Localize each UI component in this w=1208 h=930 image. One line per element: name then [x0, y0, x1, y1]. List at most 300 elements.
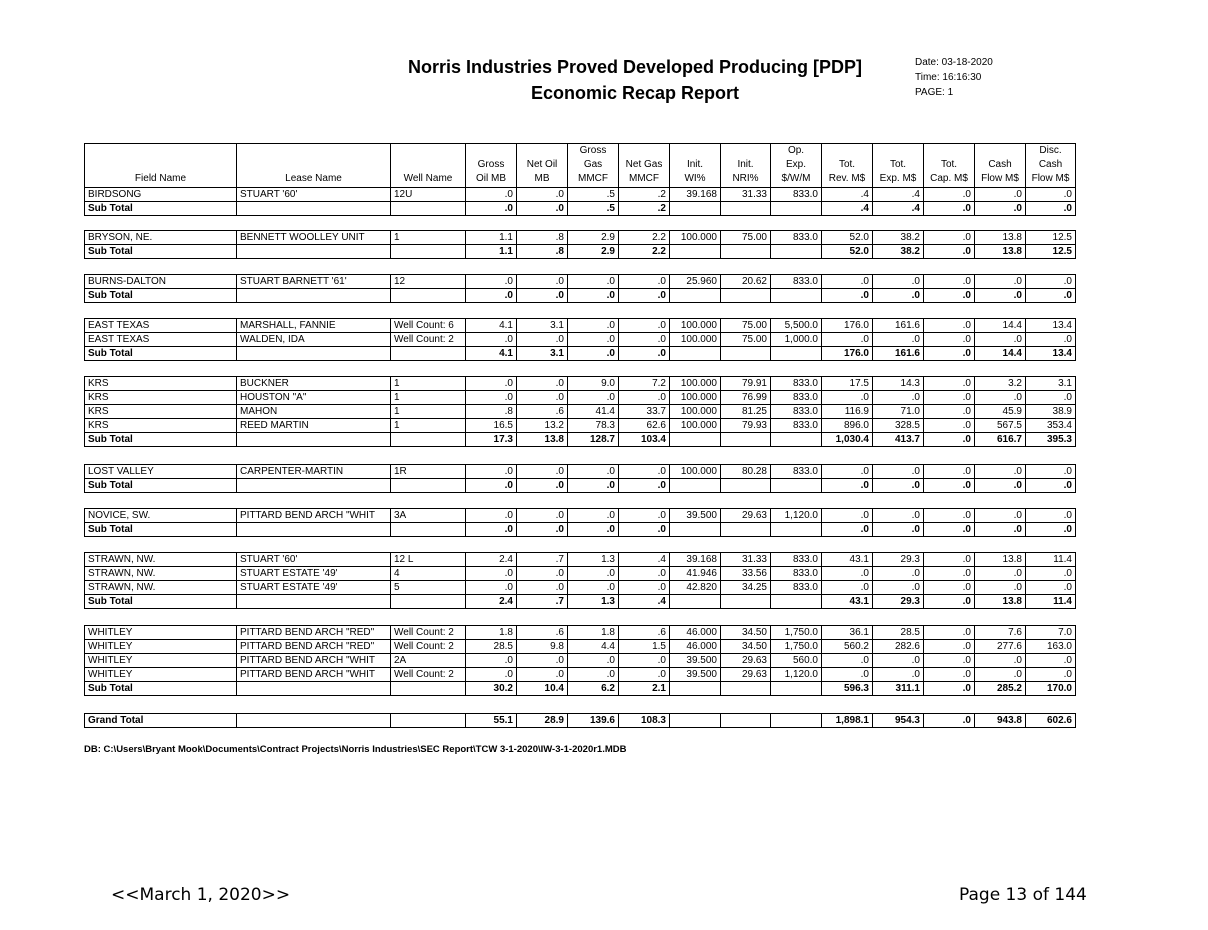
cell: .0	[517, 567, 568, 581]
cell: 3.1	[517, 319, 568, 333]
cell: .0	[822, 523, 873, 537]
cell	[391, 245, 466, 259]
cell: 1.8	[466, 626, 517, 640]
cell: .0	[1026, 509, 1076, 523]
cell: 1.5	[619, 640, 670, 654]
cell: BIRDSONG	[85, 188, 237, 202]
cell: 29.3	[873, 553, 924, 567]
cell: 36.1	[822, 626, 873, 640]
cell	[237, 433, 391, 447]
cell: .0	[568, 581, 619, 595]
cell: 10.4	[517, 682, 568, 696]
cell: 80.28	[721, 465, 771, 479]
cell: BUCKNER	[237, 377, 391, 391]
cell	[237, 714, 391, 728]
cell: 1.1	[466, 245, 517, 259]
cell: STRAWN, NW.	[85, 567, 237, 581]
cell: .2	[619, 188, 670, 202]
cell: 12U	[391, 188, 466, 202]
cell: 100.000	[670, 231, 721, 245]
cell: .0	[1026, 391, 1076, 405]
grand-total-table	[84, 713, 1076, 728]
cell: .0	[619, 654, 670, 668]
cell: 75.00	[721, 333, 771, 347]
cell: .0	[924, 714, 975, 728]
cell: 38.9	[1026, 405, 1076, 419]
cell	[237, 595, 391, 609]
cell: 128.7	[568, 433, 619, 447]
cell: .0	[924, 333, 975, 347]
cell: 71.0	[873, 405, 924, 419]
cell: 12	[391, 275, 466, 289]
cell: .0	[873, 581, 924, 595]
cell: Sub Total	[85, 289, 237, 303]
cell: 560.2	[822, 640, 873, 654]
cell: Sub Total	[85, 245, 237, 259]
cell	[237, 245, 391, 259]
cell: .0	[1026, 523, 1076, 537]
cell: .0	[568, 567, 619, 581]
cell: .0	[517, 523, 568, 537]
cell: 100.000	[670, 405, 721, 419]
cell: WHITLEY	[85, 654, 237, 668]
cell: 13.4	[1026, 319, 1076, 333]
cell	[391, 347, 466, 361]
cell: 13.2	[517, 419, 568, 433]
footer-page-number: Page 13 of 144	[959, 885, 1087, 905]
cell: 1	[391, 405, 466, 419]
report-meta	[915, 55, 993, 100]
cell: 11.4	[1026, 553, 1076, 567]
cell: 79.91	[721, 377, 771, 391]
cell: .0	[822, 289, 873, 303]
cell: KRS	[85, 419, 237, 433]
cell: .0	[1026, 333, 1076, 347]
cell: .0	[619, 668, 670, 682]
cell	[391, 523, 466, 537]
cell: .0	[1026, 581, 1076, 595]
cell: EAST TEXAS	[85, 333, 237, 347]
column-header: Field Name	[85, 144, 237, 188]
cell: .0	[924, 595, 975, 609]
cell: 52.0	[822, 231, 873, 245]
cell: .0	[568, 465, 619, 479]
cell: .0	[517, 509, 568, 523]
cell: 52.0	[822, 245, 873, 259]
cell: .4	[619, 595, 670, 609]
cell: 33.56	[721, 567, 771, 581]
subtotal-row	[85, 289, 1076, 303]
cell: .0	[873, 479, 924, 493]
cell: .0	[975, 188, 1026, 202]
cell: 1,120.0	[771, 668, 822, 682]
cell: .0	[924, 682, 975, 696]
cell: .0	[924, 188, 975, 202]
cell: .5	[568, 202, 619, 216]
cell: WALDEN, IDA	[237, 333, 391, 347]
cell: .0	[873, 333, 924, 347]
report-time: Time: 16:16:30	[915, 72, 982, 83]
cell: 39.168	[670, 188, 721, 202]
column-header: Gross Oil MB	[466, 144, 517, 188]
cell: 100.000	[670, 419, 721, 433]
cell: .0	[466, 465, 517, 479]
cell: .0	[466, 391, 517, 405]
cell: 1.1	[466, 231, 517, 245]
cell: 2.4	[466, 595, 517, 609]
cell: 11.4	[1026, 595, 1076, 609]
cell: 31.33	[721, 553, 771, 567]
cell: .0	[619, 333, 670, 347]
cell: 4.1	[466, 319, 517, 333]
cell: .0	[568, 479, 619, 493]
cell: 75.00	[721, 319, 771, 333]
cell: .0	[517, 668, 568, 682]
cell: .0	[924, 231, 975, 245]
subtotal-row	[85, 595, 1076, 609]
subtotal-row	[85, 479, 1076, 493]
cell	[391, 289, 466, 303]
cell: 5	[391, 581, 466, 595]
cell: 413.7	[873, 433, 924, 447]
cell: .0	[1026, 668, 1076, 682]
cell	[391, 714, 466, 728]
table-row	[85, 391, 1076, 405]
cell: 7.6	[975, 626, 1026, 640]
table-row	[85, 668, 1076, 682]
table-row	[85, 626, 1076, 640]
field-group-table	[84, 625, 1076, 696]
cell: 1,030.4	[822, 433, 873, 447]
cell: .0	[466, 479, 517, 493]
cell: 43.1	[822, 553, 873, 567]
cell: 12.5	[1026, 231, 1076, 245]
field-group-table	[84, 274, 1076, 303]
cell: .0	[822, 581, 873, 595]
cell: 328.5	[873, 419, 924, 433]
column-header: Tot. Cap. M$	[924, 144, 975, 188]
cell: 43.1	[822, 595, 873, 609]
cell: .0	[466, 654, 517, 668]
cell: .0	[619, 479, 670, 493]
db-path: DB: C:\Users\Bryant Mook\Documents\Contract Projects\Norris Industries\SEC Report\TCW 3-1-2020\IW-3-1-2020r1.MDB	[84, 744, 627, 755]
subtotal-row	[85, 245, 1076, 259]
cell	[771, 595, 822, 609]
cell: Sub Total	[85, 202, 237, 216]
cell: 42.820	[670, 581, 721, 595]
cell: 1.8	[568, 626, 619, 640]
report-subtitle: Economic Recap Report	[530, 83, 740, 103]
cell: 62.6	[619, 419, 670, 433]
cell: .0	[924, 245, 975, 259]
cell: .0	[924, 202, 975, 216]
cell: .0	[466, 333, 517, 347]
cell	[721, 433, 771, 447]
cell: .0	[619, 523, 670, 537]
cell: .0	[466, 188, 517, 202]
cell: 161.6	[873, 319, 924, 333]
table-row	[85, 405, 1076, 419]
report-title: Norris Industries Proved Developed Producing [PDP]	[407, 57, 863, 77]
cell: .0	[924, 377, 975, 391]
cell: WHITLEY	[85, 640, 237, 654]
cell: .0	[975, 202, 1026, 216]
cell: 34.50	[721, 640, 771, 654]
cell: 277.6	[975, 640, 1026, 654]
cell: 76.99	[721, 391, 771, 405]
cell: 31.33	[721, 188, 771, 202]
cell: .6	[517, 626, 568, 640]
column-header: Net Gas MMCF	[619, 144, 670, 188]
table-row	[85, 465, 1076, 479]
cell: .0	[568, 333, 619, 347]
cell: Well Count: 2	[391, 333, 466, 347]
cell: .2	[619, 202, 670, 216]
cell: 2.2	[619, 231, 670, 245]
cell: WHITLEY	[85, 626, 237, 640]
cell	[670, 523, 721, 537]
cell: 39.500	[670, 509, 721, 523]
cell: NOVICE, SW.	[85, 509, 237, 523]
cell: .0	[975, 668, 1026, 682]
cell: 616.7	[975, 433, 1026, 447]
cell: .8	[466, 405, 517, 419]
cell: Sub Total	[85, 347, 237, 361]
cell: .0	[873, 509, 924, 523]
cell: 28.9	[517, 714, 568, 728]
cell: 100.000	[670, 333, 721, 347]
cell	[771, 245, 822, 259]
cell: 29.63	[721, 668, 771, 682]
cell	[237, 202, 391, 216]
cell: .4	[873, 202, 924, 216]
cell	[721, 714, 771, 728]
table-row	[85, 581, 1076, 595]
cell: 282.6	[873, 640, 924, 654]
cell: 108.3	[619, 714, 670, 728]
cell: LOST VALLEY	[85, 465, 237, 479]
column-header: Lease Name	[237, 144, 391, 188]
cell: 1R	[391, 465, 466, 479]
cell: 41.946	[670, 567, 721, 581]
cell: 39.500	[670, 668, 721, 682]
cell: 3.1	[1026, 377, 1076, 391]
field-group-table	[84, 508, 1076, 537]
cell: 833.0	[771, 275, 822, 289]
cell: 2.9	[568, 245, 619, 259]
cell: 3A	[391, 509, 466, 523]
cell: MAHON	[237, 405, 391, 419]
cell: .0	[619, 275, 670, 289]
cell: PITTARD BEND ARCH "RED"	[237, 626, 391, 640]
cell: .0	[466, 523, 517, 537]
report-date: Date: 03-18-2020	[915, 57, 993, 68]
cell: .0	[924, 405, 975, 419]
cell: .8	[517, 245, 568, 259]
cell: PITTARD BEND ARCH "WHIT	[237, 654, 391, 668]
cell: BENNETT WOOLLEY UNIT	[237, 231, 391, 245]
field-group-table	[84, 464, 1076, 493]
cell	[391, 595, 466, 609]
cell: .0	[924, 553, 975, 567]
cell: 13.8	[975, 553, 1026, 567]
cell: 3.1	[517, 347, 568, 361]
cell: .0	[568, 523, 619, 537]
cell	[670, 289, 721, 303]
cell: .0	[1026, 188, 1076, 202]
cell: 596.3	[822, 682, 873, 696]
cell: .0	[568, 668, 619, 682]
cell	[771, 523, 822, 537]
cell: 833.0	[771, 405, 822, 419]
cell: 20.62	[721, 275, 771, 289]
cell: 1,120.0	[771, 509, 822, 523]
cell: Sub Total	[85, 682, 237, 696]
cell: Sub Total	[85, 433, 237, 447]
table-row	[85, 231, 1076, 245]
cell: .0	[975, 567, 1026, 581]
cell: 39.168	[670, 553, 721, 567]
cell: .0	[924, 523, 975, 537]
cell: STUART '60'	[237, 553, 391, 567]
cell: Well Count: 6	[391, 319, 466, 333]
column-header: Cash Flow M$	[975, 144, 1026, 188]
cell: 13.4	[1026, 347, 1076, 361]
cell: Well Count: 2	[391, 668, 466, 682]
cell: .0	[619, 465, 670, 479]
cell: .0	[466, 377, 517, 391]
cell	[771, 682, 822, 696]
cell: .0	[619, 567, 670, 581]
cell: 12 L	[391, 553, 466, 567]
cell: .0	[466, 202, 517, 216]
cell: Grand Total	[85, 714, 237, 728]
cell: REED MARTIN	[237, 419, 391, 433]
cell: .0	[873, 668, 924, 682]
cell: .4	[822, 202, 873, 216]
cell: .0	[619, 391, 670, 405]
cell	[391, 202, 466, 216]
field-group-table	[84, 552, 1076, 609]
cell	[721, 347, 771, 361]
cell	[237, 479, 391, 493]
cell: .0	[517, 479, 568, 493]
cell: STUART ESTATE '49'	[237, 581, 391, 595]
cell: 9.8	[517, 640, 568, 654]
cell	[721, 595, 771, 609]
grand-total-row	[85, 714, 1076, 728]
cell: 1,898.1	[822, 714, 873, 728]
cell: Sub Total	[85, 523, 237, 537]
cell: .0	[568, 509, 619, 523]
cell: 38.2	[873, 231, 924, 245]
cell: .0	[517, 391, 568, 405]
column-header: Op. Exp. $/W/M	[771, 144, 822, 188]
subtotal-row	[85, 433, 1076, 447]
cell: .0	[873, 654, 924, 668]
cell: 2.1	[619, 682, 670, 696]
cell: .0	[924, 640, 975, 654]
cell: .0	[517, 377, 568, 391]
cell: 46.000	[670, 626, 721, 640]
cell: 38.2	[873, 245, 924, 259]
cell: .0	[1026, 275, 1076, 289]
field-group-table	[84, 230, 1076, 259]
cell: 833.0	[771, 553, 822, 567]
cell: 17.5	[822, 377, 873, 391]
cell: 30.2	[466, 682, 517, 696]
cell: .0	[975, 391, 1026, 405]
cell: .0	[517, 275, 568, 289]
cell: 14.3	[873, 377, 924, 391]
cell: 29.3	[873, 595, 924, 609]
cell: 833.0	[771, 391, 822, 405]
cell	[721, 202, 771, 216]
cell: 4	[391, 567, 466, 581]
cell: KRS	[85, 391, 237, 405]
cell: .0	[924, 465, 975, 479]
cell: .0	[924, 347, 975, 361]
cell: KRS	[85, 405, 237, 419]
cell: .0	[873, 567, 924, 581]
cell: 1.3	[568, 553, 619, 567]
cell	[721, 479, 771, 493]
cell: STUART '60'	[237, 188, 391, 202]
cell: .0	[924, 275, 975, 289]
cell: .0	[466, 289, 517, 303]
cell: .0	[975, 465, 1026, 479]
cell: 7.0	[1026, 626, 1076, 640]
cell	[670, 433, 721, 447]
cell: .0	[975, 289, 1026, 303]
cell: 896.0	[822, 419, 873, 433]
cell: .0	[924, 319, 975, 333]
cell: 16.5	[466, 419, 517, 433]
cell: 14.4	[975, 319, 1026, 333]
cell: 116.9	[822, 405, 873, 419]
footer-date: <<March 1, 2020>>	[111, 885, 291, 905]
cell: 1.3	[568, 595, 619, 609]
cell	[237, 682, 391, 696]
cell: 2A	[391, 654, 466, 668]
cell: .0	[924, 668, 975, 682]
cell: 311.1	[873, 682, 924, 696]
cell: .0	[568, 654, 619, 668]
cell: 9.0	[568, 377, 619, 391]
cell: 13.8	[975, 245, 1026, 259]
table-row	[85, 275, 1076, 289]
cell: 100.000	[670, 465, 721, 479]
column-header: Well Name	[391, 144, 466, 188]
cell: 4.4	[568, 640, 619, 654]
cell: 176.0	[822, 319, 873, 333]
cell: 170.0	[1026, 682, 1076, 696]
subtotal-row	[85, 523, 1076, 537]
cell: 100.000	[670, 377, 721, 391]
cell: 833.0	[771, 465, 822, 479]
cell: .0	[822, 333, 873, 347]
cell: 1	[391, 391, 466, 405]
cell: 395.3	[1026, 433, 1076, 447]
cell: .0	[568, 289, 619, 303]
cell: .0	[924, 581, 975, 595]
cell: HOUSTON "A"	[237, 391, 391, 405]
cell	[771, 289, 822, 303]
cell: .0	[619, 347, 670, 361]
cell: 12.5	[1026, 245, 1076, 259]
cell	[771, 479, 822, 493]
cell: 100.000	[670, 319, 721, 333]
